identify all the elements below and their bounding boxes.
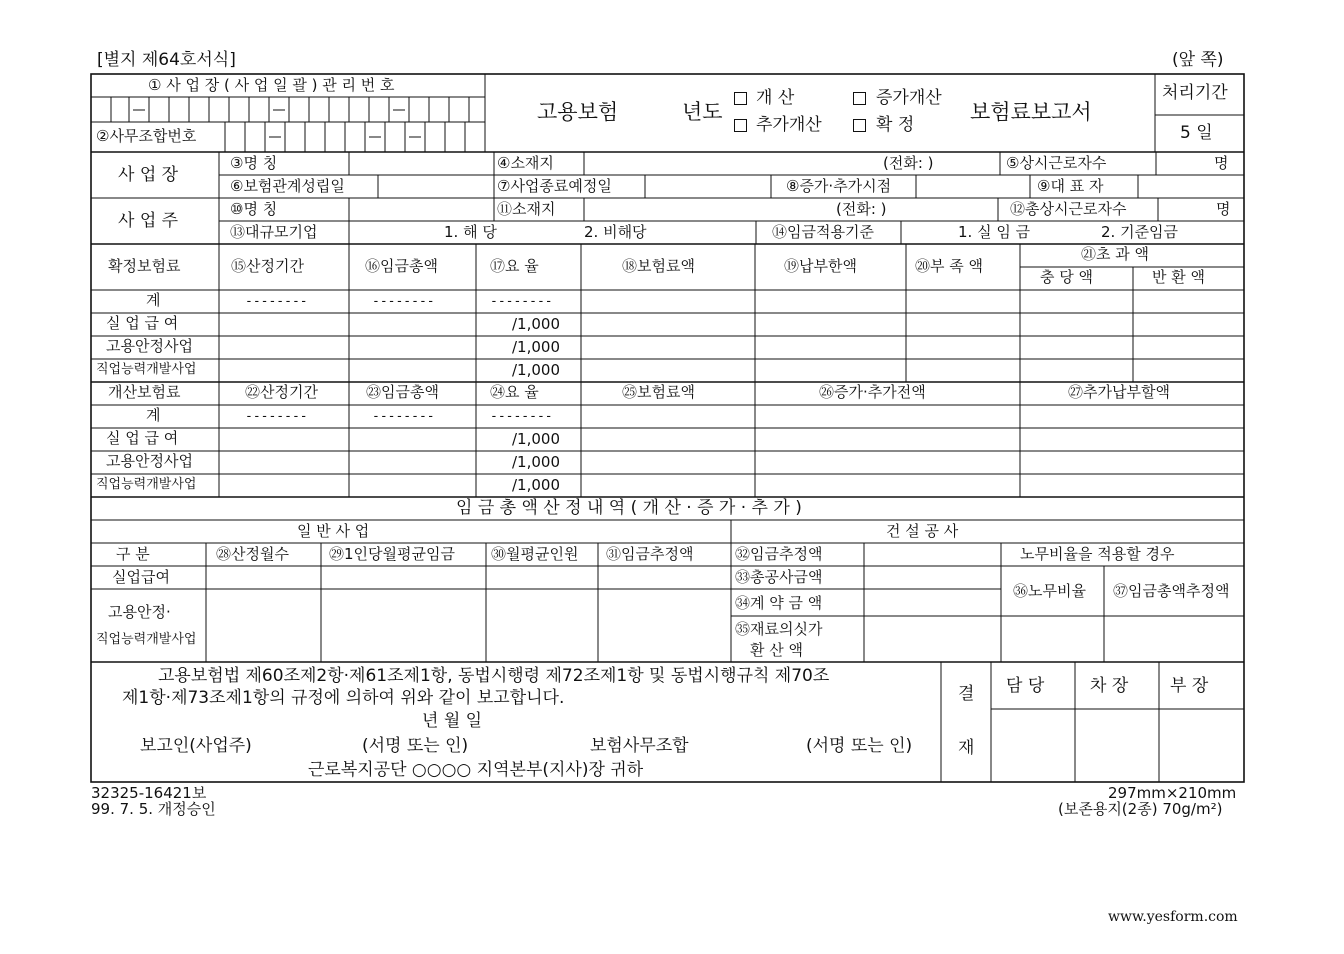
workplace-section: 사 업 장	[118, 165, 179, 185]
wage-calc-general: 일 반 사 업	[297, 522, 370, 540]
final-row-stability: 고용안정사업	[106, 337, 193, 355]
estimate-premium-section: 개산보험료	[108, 383, 181, 401]
estimate-total-rate-dash: --------	[490, 409, 553, 424]
final-col-excess-refund: 반 환 액	[1152, 268, 1206, 286]
final-row-vocational: 직업능력개발사업	[96, 362, 197, 377]
estimate-col-period: ㉒산정기간	[245, 383, 318, 401]
office-assoc-no-label: ②사무조합번호	[96, 127, 197, 145]
form-number: [별지 제64호서식]	[97, 50, 236, 70]
representative-label: ⑨대 표 자	[1037, 177, 1104, 195]
labor-ratio-case: 노무비율을 적용할 경우	[1020, 545, 1175, 563]
estimate-row-vocational: 직업능력개발사업	[96, 477, 197, 492]
approval-role-head: 부 장	[1170, 676, 1209, 696]
final-col-shortage: ⑳부 족 액	[915, 257, 984, 275]
form-approval-date: 99. 7. 5. 개정승인	[91, 800, 216, 818]
option-estimate: 개 산	[756, 88, 795, 108]
construction-wage-est: ㉜임금추정액	[735, 545, 823, 563]
form-code: 32325-16421보	[91, 784, 207, 802]
final-total-wage-dash: --------	[372, 294, 435, 309]
construction-material-price: ㉟재료의싯가	[735, 620, 823, 638]
title-report: 보험료보고서	[970, 100, 1092, 124]
wage-calc-col-months: ㉘산정월수	[216, 545, 289, 563]
approval-role-staff: 담 당	[1006, 676, 1045, 696]
option-checkbox-increase[interactable]	[853, 92, 866, 105]
wage-calc-col-avg-wage: ㉙1인당월평균임금	[329, 545, 455, 563]
large-corp-yes[interactable]: 1. 해 당	[444, 223, 497, 241]
estimate-col-premium: ㉕보험료액	[622, 383, 695, 401]
workplace-name-label: ③명 칭	[230, 154, 278, 172]
total-workers-unit: 명	[1216, 200, 1231, 218]
approval-role-deputy: 차 장	[1090, 676, 1129, 696]
option-checkbox-additional[interactable]	[734, 119, 747, 132]
final-col-wage-total: ⑯임금총액	[365, 257, 438, 275]
construction-contract-amount: ㉞계 약 금 액	[735, 594, 823, 612]
title-insurance: 고용보험	[537, 100, 619, 124]
final-col-period: ⑮산정기간	[231, 257, 304, 275]
total-workers-label: ⑫총상시근로자수	[1010, 200, 1127, 218]
large-corp-label: ⑬대규모기업	[230, 223, 318, 241]
employer-phone: (전화: )	[836, 200, 887, 218]
estimate-col-wage-total: ㉓임금총액	[366, 383, 439, 401]
workplace-phone: (전화: )	[883, 154, 934, 172]
option-additional: 추가개산	[756, 115, 822, 135]
final-col-excess: ㉑초 과 액	[1081, 245, 1150, 263]
wage-calc-col-wage-est: ㉛임금추정액	[606, 545, 694, 563]
final-total-period-dash: --------	[245, 294, 308, 309]
regular-workers-label: ⑤상시근로자수	[1006, 154, 1107, 172]
page-side-label: (앞 쪽)	[1172, 50, 1224, 70]
construction-total-amount: ㉝총공사금액	[735, 568, 823, 586]
estimate-col-pre-increase: ㉖증가·추가전액	[819, 383, 926, 401]
estimate-row-unemployment: 실 업 급 여	[106, 429, 179, 447]
wage-basis-actual[interactable]: 1. 실 임 금	[958, 223, 1031, 241]
title-year: 년도	[682, 100, 723, 124]
estimate-total-period-dash: --------	[245, 409, 308, 424]
wage-calc-col-avg-staff: ㉚월평균인원	[491, 545, 579, 563]
employer-section: 사 업 주	[118, 211, 179, 231]
estimate-col-rate: ㉔요 율	[490, 383, 539, 401]
final-total-rate-dash: --------	[490, 294, 553, 309]
final-col-excess-allocate: 충 당 액	[1040, 268, 1094, 286]
workplace-address-label: ④소재지	[497, 154, 554, 172]
large-corp-no[interactable]: 2. 비해당	[584, 223, 647, 241]
paper-type: (보존용지(2종) 70g/m²)	[1058, 800, 1223, 818]
option-checkbox-final[interactable]	[853, 119, 866, 132]
wage-calc-row-unemployment: 실업급여	[112, 568, 170, 586]
declaration-line2: 제1항·제73조제1항의 규정에 의하여 위와 같이 보고합니다.	[122, 688, 565, 708]
construction-converted: 환 산 액	[750, 641, 804, 659]
closing-date-label: ⑦사업종료예정일	[497, 177, 612, 195]
declaration-line1: 고용보험법 제60조제2항·제61조제1항, 동법시행령 제72조제1항 및 동법시행규칙 제70조	[158, 666, 830, 686]
wage-calc-row-stability: 고용안정·	[108, 603, 171, 621]
employer-name-label: ⑩명 칭	[230, 200, 278, 218]
option-increase: 증가개산	[876, 88, 942, 108]
estimate-col-additional-due: ㉗추가납부할액	[1068, 383, 1170, 401]
site-watermark[interactable]: www.yesform.com	[1108, 909, 1238, 925]
paper-size: 297mm×210mm	[1108, 784, 1237, 802]
wage-basis-label: ⑭임금적용기준	[772, 223, 874, 241]
increase-time-label: ⑧증가·추가시점	[786, 177, 892, 195]
declaration-date: 년 월 일	[422, 711, 483, 731]
estimate-row-total: 계	[146, 406, 161, 424]
estimate-row-stability: 고용안정사업	[106, 452, 193, 470]
estimate-total-wage-dash: --------	[372, 409, 435, 424]
wage-calc-title: 임 금 총 액 산 정 내 역 ( 개 산 · 증 가 · 추 가 )	[456, 498, 802, 518]
wage-total-estimate-label: ㊲임금총액추정액	[1113, 582, 1230, 600]
biz-mgmt-no-label: ① 사 업 장 ( 사 업 일 괄 ) 관 리 번 호	[148, 76, 395, 94]
wage-calc-construction: 건 설 공 사	[886, 522, 959, 540]
final-row-unemployment: 실 업 급 여	[106, 314, 179, 332]
approval-label-bottom: 재	[958, 738, 975, 758]
final-premium-section: 확정보험료	[108, 257, 181, 275]
final-rate-stability: /1,000	[512, 338, 560, 356]
processing-period-value: 5 일	[1180, 123, 1213, 143]
labor-ratio-label: ㊱노무비율	[1013, 582, 1086, 600]
final-rate-unemployment: /1,000	[512, 315, 560, 333]
estimate-rate-stability: /1,000	[512, 453, 560, 471]
regular-workers-unit: 명	[1214, 154, 1229, 172]
established-date-label: ⑥보험관계성립일	[230, 177, 345, 195]
option-final: 확 정	[876, 115, 915, 135]
reporter-signature[interactable]: (서명 또는 인)	[362, 736, 469, 756]
final-col-premium: ⑱보험료액	[622, 257, 695, 275]
insurance-office-label: 보험사무조합	[590, 736, 689, 756]
wage-calc-category: 구 분	[116, 545, 150, 563]
office-signature[interactable]: (서명 또는 인)	[806, 736, 913, 756]
wage-basis-standard[interactable]: 2. 기준임금	[1101, 223, 1179, 241]
employer-address-label: ⑪소재지	[497, 200, 556, 218]
wage-calc-row-vocational: 직업능력개발사업	[96, 632, 197, 647]
final-col-rate: ⑰요 율	[490, 257, 539, 275]
estimate-rate-vocational: /1,000	[512, 476, 560, 494]
approval-label-top: 결	[958, 684, 975, 704]
final-row-total: 계	[146, 291, 161, 309]
processing-period-label: 처리기간	[1162, 83, 1228, 103]
recipient-line: 근로복지공단 ○○○○ 지역본부(지사)장 귀하	[308, 760, 644, 780]
reporter-label: 보고인(사업주)	[140, 736, 252, 756]
option-checkbox-estimate[interactable]	[734, 92, 747, 105]
final-rate-vocational: /1,000	[512, 361, 560, 379]
estimate-rate-unemployment: /1,000	[512, 430, 560, 448]
final-col-paid: ⑲납부한액	[784, 257, 857, 275]
